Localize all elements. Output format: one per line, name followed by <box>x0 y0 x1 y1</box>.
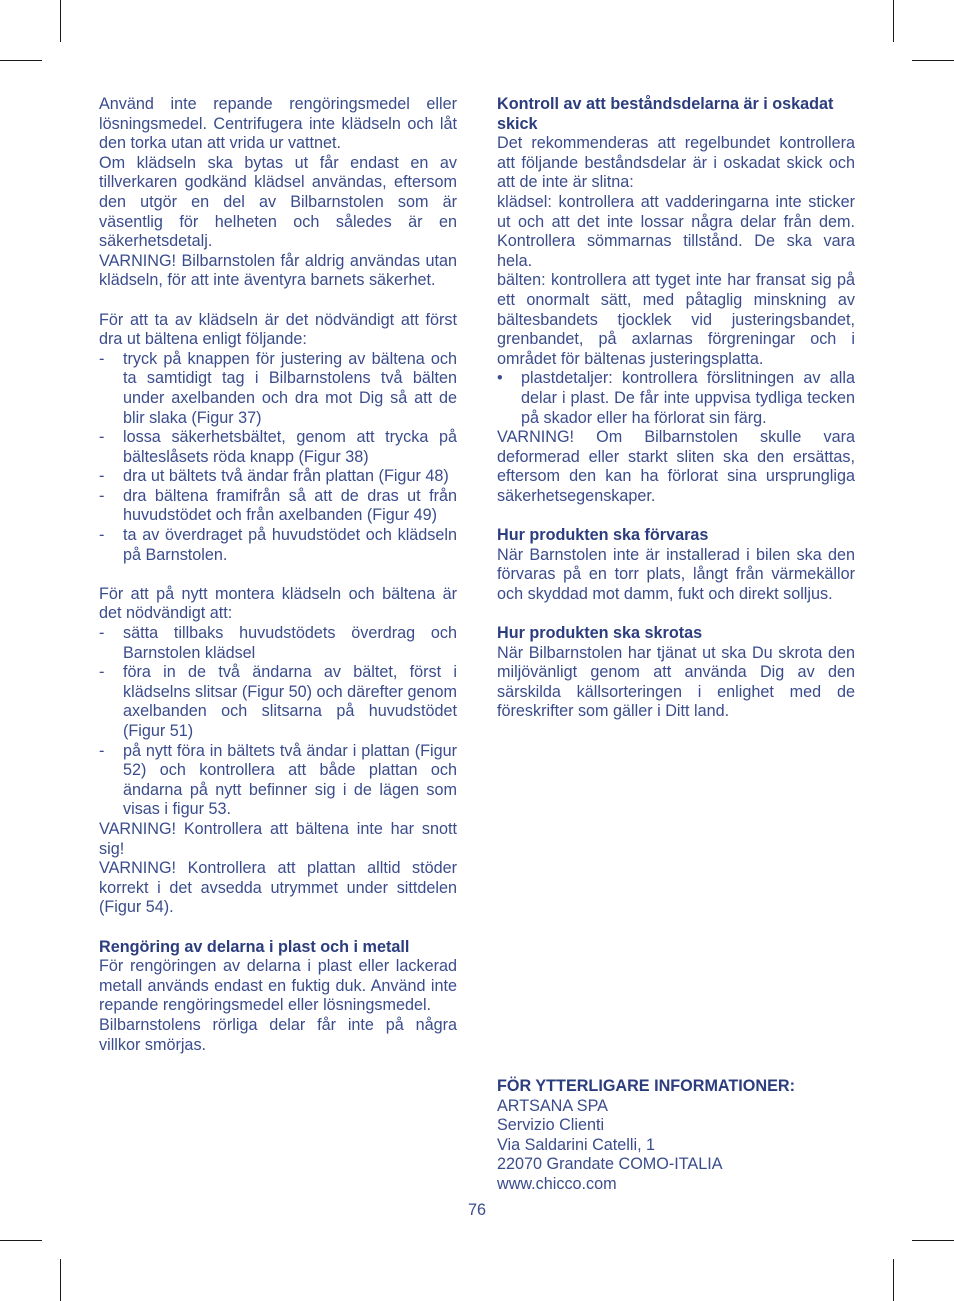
warning-paragraph: VARNING! Bilbarnstolen får aldrig användas utan klädseln, för att inte äventyra barnets säkerhet. <box>99 251 457 290</box>
paragraph: För att på nytt montera klädseln och bältena är det nödvändigt att: <box>99 584 457 623</box>
contact-line: 22070 Grandate COMO-ITALIA <box>497 1155 723 1174</box>
paragraph: Det rekommenderas att regelbundet kontrollera att följande beståndsdelar är i oskadat skick och att de inte är slitna: <box>497 134 855 192</box>
paragraph: När Bilbarnstolen har tjänat ut ska Du skrota den miljövänligt genom att använda Dig av den särskilda källsorteringen i enlighet med de föreskrifter som gäller i Ditt land. <box>497 643 855 721</box>
paragraph: Använd inte repande rengöringsmedel eller lösningsmedel. Centrifugera inte klädseln och låt den torka utan att vrida ur vattnet. <box>99 95 457 153</box>
warning-paragraph: VARNING! Kontrollera att plattan alltid stöder korrekt i det avsedda utrymmet under sittdelen (Figur 54). <box>99 859 457 917</box>
list-item: - ta av överdraget på huvudstödet och klädseln på Barnstolen. <box>99 526 457 564</box>
crop-mark <box>893 1259 894 1301</box>
crop-mark <box>60 1259 61 1301</box>
paragraph: klädsel: kontrollera att vadderingarna inte sticker ut och att det inte lossar några delar från dem. Kontrollera sömmarnas tillstånd. De ska vara hela. <box>497 192 855 270</box>
page-number: 76 <box>467 1201 486 1219</box>
contact-line: ARTSANA SPA <box>497 1096 608 1115</box>
paragraph: När Barnstolen inte är installerad i bilen ska den förvaras på en torr plats, långt från värmekällor och skyddad mot damm, fukt och direkt solljus. <box>497 545 855 603</box>
left-column <box>99 95 457 1055</box>
paragraph: För att ta av klädseln är det nödvändigt att först dra ut bältena enligt följande: <box>99 310 457 349</box>
crop-mark <box>893 0 894 42</box>
warning-paragraph: VARNING! Om Bilbarnstolen skulle vara deformerad eller starkt sliten ska den ersättas, eftersom den kan ha förlorat sina ursprungliga säkerhetsegenskaper. <box>497 428 855 505</box>
right-column <box>497 95 855 722</box>
paragraph: Om klädseln ska bytas ut får endast en av tillverkaren godkänd klädsel användas, eftersom den utgör en del av Bilbarnstolen som är väsentlig för helheten och således är en säkerhetsdetalj. <box>99 153 457 251</box>
section-heading: Rengöring av delarna i plast och i metall <box>99 937 410 956</box>
list-item: - på nytt föra in bältets två ändar i plattan (Figur 52) och kontrollera att både plattan och ändarna på nytt befinner sig i de lägen som visas i figur 53. <box>99 741 457 819</box>
contact-info <box>497 1077 857 1195</box>
mounting-steps-list <box>99 624 457 820</box>
list-item: - lossa säkerhetsbältet, genom att trycka på bälteslåsets röda knapp (Figur 38) <box>99 428 457 466</box>
list-item: - föra in de två ändarna av bältet, först i klädselns slitsar (Figur 50) och därefter genom axelbanden och slitsarna på huvudstödet (Figur 51) <box>99 663 457 740</box>
warning-paragraph: VARNING! Kontrollera att bältena inte har snott sig! <box>99 819 457 858</box>
contact-line: Servizio Clienti <box>497 1116 605 1135</box>
website-link[interactable]: www.chicco.com <box>497 1174 617 1193</box>
crop-mark <box>60 0 61 42</box>
contact-heading: FÖR YTTERLIGARE INFORMATIONER: <box>497 1077 795 1095</box>
section-heading: Hur produkten ska skrotas <box>497 624 703 643</box>
removal-steps-list <box>99 350 457 566</box>
list-item: - tryck på knappen för justering av bältena och ta samtidigt tag i Bilbarnstolens två bälten under axelbanden och dra mot Dig så att de blir slaka (Figur 37) <box>99 349 457 427</box>
crop-mark <box>0 1240 42 1241</box>
bullet-list <box>497 369 855 428</box>
section-heading: Hur produkten ska förvaras <box>497 526 709 545</box>
crop-mark <box>0 60 42 61</box>
crop-mark <box>912 1240 954 1241</box>
list-item: - dra ut bältets två ändar från plattan (Figur 48) <box>99 467 449 486</box>
contact-line: Via Saldarini Catelli, 1 <box>497 1135 656 1154</box>
crop-mark <box>912 60 954 61</box>
paragraph: För rengöringen av delarna i plast eller lackerad metall används endast en fuktig duk. Använd inte repande rengöringsmedel eller lösningsmedel. <box>99 957 457 1015</box>
list-item: - sätta tillbaks huvudstödets överdrag och Barnstolen klädsel <box>99 624 457 662</box>
list-item: - dra bältena framifrån så att de dras ut från huvudstödet och från axelbanden (Figur 49) <box>99 486 457 525</box>
paragraph: bälten: kontrollera att tyget inte har fransat sig på ett onormalt sätt, med påtaglig minskning av bältesbandets tjocklek vid justeringsbandet, grenbandet, på axlarnas förgreningar och i området för bältenas justeringsplatta. <box>497 271 855 368</box>
list-item: • plastdetaljer: kontrollera förslitningen av alla delar i plast. De får inte uppvisa tydliga tecken på skador eller ha förlorat sin färg. <box>497 369 855 427</box>
section-heading: Kontroll av att beståndsdelarna är i oskadat skick <box>497 95 834 133</box>
paragraph: Bilbarnstolens rörliga delar får inte på några villkor smörjas. <box>99 1015 457 1054</box>
